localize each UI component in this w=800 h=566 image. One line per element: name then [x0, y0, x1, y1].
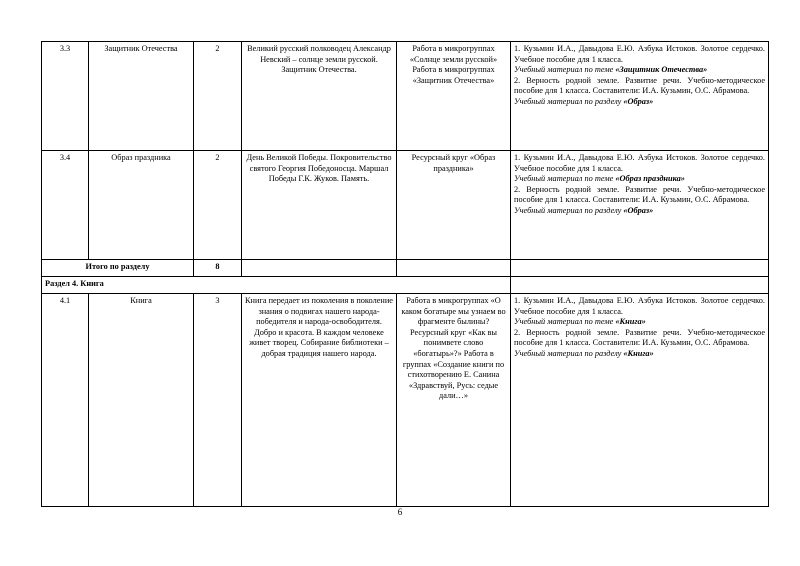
note-title: «Образ»	[623, 96, 654, 106]
cell-number: 4.1	[42, 294, 89, 507]
curriculum-plan-table	[41, 41, 769, 507]
note-title: «Защитник Отечества»	[615, 65, 708, 75]
cell-literature	[511, 42, 769, 151]
table-row	[42, 42, 769, 151]
note-prefix: Учебный материал по теме	[514, 317, 616, 327]
cell-content: Великий русский полководец Александр Невский – солнце земли русской. Защитник Отечества.	[242, 42, 397, 151]
cell-literature	[511, 294, 769, 507]
literature-note-2	[514, 349, 765, 360]
cell-theme: Образ праздника	[89, 151, 194, 260]
cell-theme: Защитник Отечества	[89, 42, 194, 151]
note-title: «Книга»	[623, 348, 654, 358]
literature-item-1: 1. Кузьмин И.А., Давыдова Е.Ю. Азбука Истоков. Золотое сердечко. Учебное пособие для 1 класса.	[514, 296, 765, 316]
table-row	[42, 294, 769, 507]
cell-literature	[511, 151, 769, 260]
cell-hours: 2	[194, 151, 242, 260]
cell-hours: 2	[194, 42, 242, 151]
literature-item-1: 1. Кузьмин И.А., Давыдова Е.Ю. Азбука Истоков. Золотое сердечко. Учебное пособие для 1 класса.	[514, 44, 765, 64]
total-literature-empty	[511, 260, 769, 277]
literature-item-2: 2. Верность родной земле. Развитие речи. Учебно-методическое пособие для 1 класса. Составители: И.А. Кузьмин, О.С. Абрамова.	[514, 184, 765, 205]
total-content-empty	[242, 260, 397, 277]
page-number: 6	[397, 507, 403, 517]
cell-content: День Великой Победы. Покровительство святого Георгия Победоносца. Маршал Победы Г.К. Жуков. Память.	[242, 151, 397, 260]
note-prefix: Учебный материал по теме	[514, 65, 616, 75]
cell-forms: Ресурсный круг «Образ праздника»	[397, 151, 511, 260]
note-prefix: Учебный материал по разделу	[514, 348, 624, 358]
cell-forms: Работа в микрогруппах «О каком богатыре мы узнаем во фрагменте былины? Ресурсный круг «Как вы понимвете слово «богатырь»?» Работа в группах «Создание книги по стихотворению Е. Санина «Здравствуй, Русь: седые дали…»	[397, 294, 511, 507]
total-hours: 8	[194, 260, 242, 277]
table-row	[42, 151, 769, 260]
literature-note-1	[514, 65, 765, 76]
literature-item-2: 2. Верность родной земле. Развитие речи. Учебно-методическое пособие для 1 класса. Составители: И.А. Кузьмин, О.С. Абрамова.	[514, 327, 765, 348]
section-literature-empty	[511, 277, 769, 294]
total-forms-empty	[397, 260, 511, 277]
literature-note-2	[514, 206, 765, 217]
note-title: «Образ праздника»	[615, 174, 685, 184]
cell-forms: Работа в микрогруппах «Солнце земли русской» Работа в микрогруппах «Защитник Отечества»	[397, 42, 511, 151]
table-row-total	[42, 260, 769, 277]
table-row-section-header	[42, 277, 769, 294]
cell-number: 3.3	[42, 42, 89, 151]
total-label: Итого по разделу	[42, 260, 194, 277]
cell-theme: Книга	[89, 294, 194, 507]
note-title: «Образ»	[623, 205, 654, 215]
note-title: «Книга»	[615, 317, 646, 327]
literature-note-1	[514, 174, 765, 185]
section-label: Раздел 4. Книга	[42, 277, 511, 294]
note-prefix: Учебный материал по разделу	[514, 96, 624, 106]
cell-content: Книга передает из поколения в поколение знания о подвигах нашего народа-победителя и народа-освободителя. Добро и красота. В каждом человеке живет творец. Собирание библиотеки – добрая традиция нашего народа.	[242, 294, 397, 507]
literature-item-1: 1. Кузьмин И.А., Давыдова Е.Ю. Азбука Истоков. Золотое сердечко. Учебное пособие для 1 класса.	[514, 153, 765, 173]
note-prefix: Учебный материал по разделу	[514, 205, 624, 215]
literature-item-2: 2. Верность родной земле. Развитие речи. Учебно-методическое пособие для 1 класса. Составители: И.А. Кузьмин, О.С. Абрамова.	[514, 75, 765, 96]
cell-number: 3.4	[42, 151, 89, 260]
literature-note-1	[514, 317, 765, 328]
cell-hours: 3	[194, 294, 242, 507]
literature-note-2	[514, 97, 765, 108]
note-prefix: Учебный материал по теме	[514, 174, 616, 184]
